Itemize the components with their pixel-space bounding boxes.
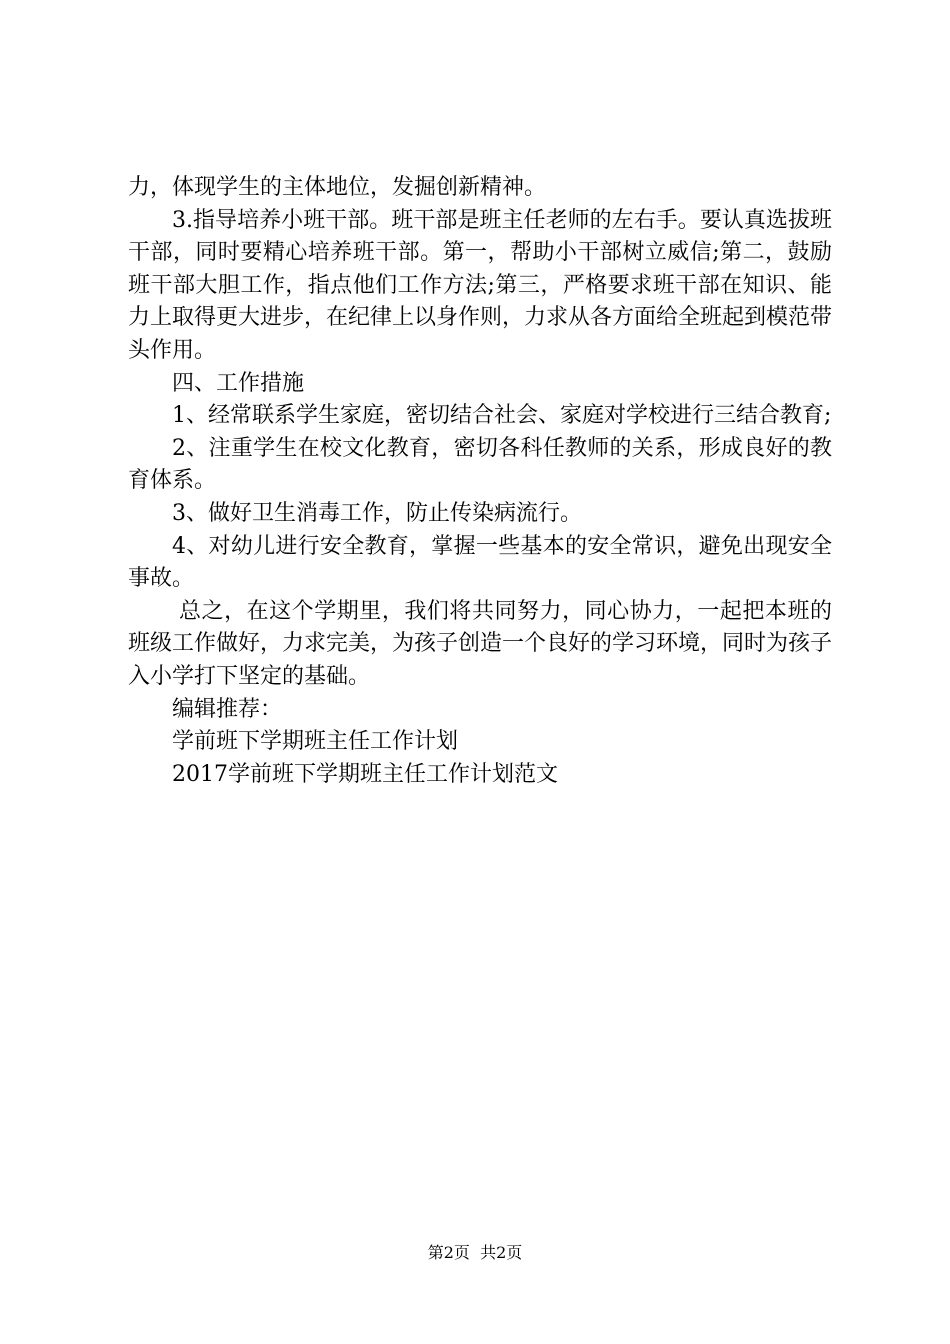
recommended-link-2[interactable]: 2017学前班下学期班主任工作计划范文: [172, 761, 558, 787]
paragraph-conclusion: 总之，在这个学期里，我们将共同努力，同心协力，一起把本班的班级工作做好，力求完美，为孩子创造一个良好的学习环境，同时为孩子入小学打下坚定的基础。: [128, 598, 833, 689]
document-body: [128, 172, 832, 791]
recommended-link-1[interactable]: 学前班下学期班主任工作计划: [172, 729, 459, 755]
measure-item-1: 1、经常联系学生家庭，密切结合社会、家庭对学校进行三结合教育;: [172, 403, 832, 429]
measure-item-2: 2、注重学生在校文化教育，密切各科任教师的关系，形成良好的教育体系。: [128, 435, 832, 494]
section-heading-work-measures: 四、工作措施: [172, 370, 305, 396]
measure-item-3: 3、做好卫生消毒工作，防止传染病流行。: [172, 500, 582, 526]
paragraph-continuation: 力，体现学生的主体地位，发掘创新精神。: [128, 175, 547, 200]
page-footer: [0, 1243, 950, 1263]
paragraph-class-cadres: 3.指导培养小班干部。班干部是班主任老师的左右手。要认真选拔班干部，同时要精心培养班干部。第一，帮助小干部树立威信;第二，鼓励班干部大胆工作，指点他们工作方法;第三，严格要求班干部在知识、能力上取得更大进步，在纪律上以身作则，力求从各方面给全班起到模范带头作用。: [128, 207, 833, 363]
measure-item-4: 4、对幼儿进行安全教育，掌握一些基本的安全常识，避免出现安全事故。: [128, 533, 832, 592]
page-number-label: 第2页 共2页: [427, 1243, 523, 1262]
editor-recommendation-label: 编辑推荐：: [172, 696, 283, 722]
